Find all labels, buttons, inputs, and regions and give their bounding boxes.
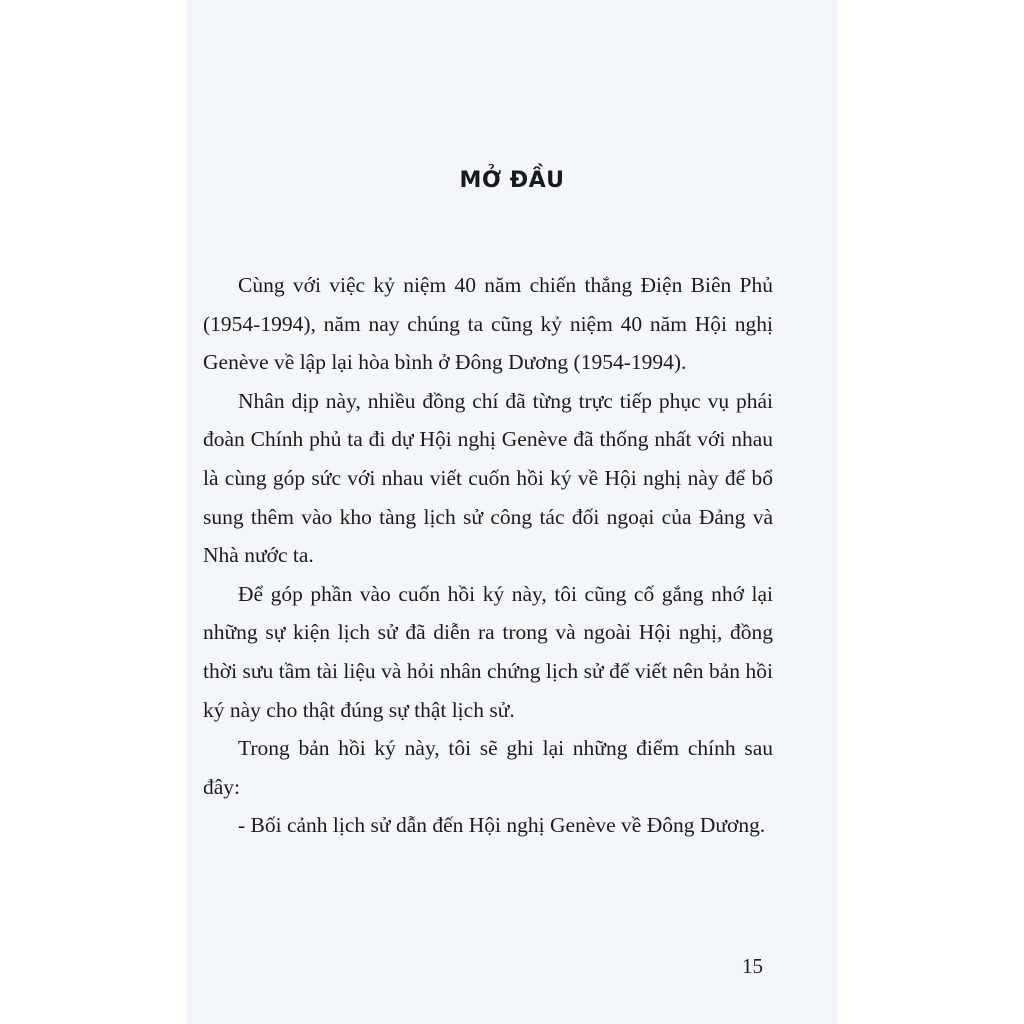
chapter-title: MỞ ĐẦU (459, 168, 565, 193)
paragraph: Cùng với việc kỷ niệm 40 năm chiến thắng Điện Biên Phủ (1954-1994), năm nay chúng ta cũng kỷ niệm 40 năm Hội nghị Genève về lập lại hòa bình ở Đông Dương (1954-1994). (203, 273, 773, 375)
page-number: 15 (742, 954, 763, 978)
paragraph: Để góp phần vào cuốn hồi ký này, tôi cũng cố gắng nhớ lại những sự kiện lịch sử đã diễn ra trong và ngoài Hội nghị, đồng thời sưu tầm tài liệu và hỏi nhân chứng lịch sử để viết nên bản hồi ký này cho thật đúng sự thật lịch sử. (203, 581, 773, 722)
list-item: - Bối cảnh lịch sử dẫn đến Hội nghị Genève về Đông Dương. (238, 813, 766, 838)
paragraph: Trong bản hồi ký này, tôi sẽ ghi lại những điểm chính sau đây: (203, 736, 773, 799)
paragraph: Nhân dịp này, nhiều đồng chí đã từng trực tiếp phục vụ phái đoàn Chính phủ ta đi dự Hội nghị Genève đã thống nhất với nhau là cùng góp sức với nhau viết cuốn hồi ký về Hội nghị này để bổ sung thêm vào kho tàng lịch sử công tác đối ngoại của Đảng và Nhà nước ta. (203, 388, 773, 568)
book-page (186, 0, 838, 1024)
body-text (203, 266, 773, 845)
